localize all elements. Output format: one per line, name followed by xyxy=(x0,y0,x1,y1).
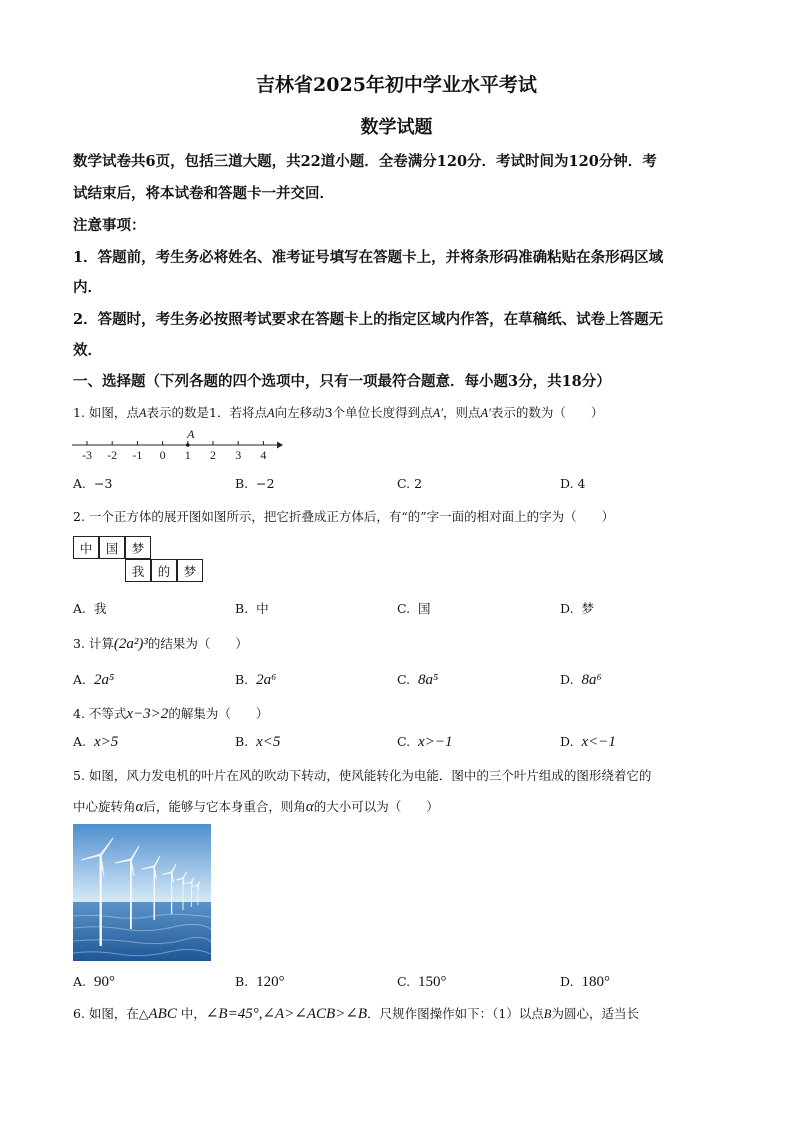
q2-option-a[interactable]: A. 我 xyxy=(73,601,107,616)
q3-stem: 3. 计算(2a²)³的结果为（ ） xyxy=(73,636,248,652)
net-cell: 国 xyxy=(99,536,125,559)
q4-stem: 4. 不等式x−3>2的解集为（ ） xyxy=(73,706,269,722)
q2-stem: 2. 一个正方体的展开图如图所示，把它折叠成正方体后，有“的”字一面的相对面上的字为（ ） xyxy=(73,509,615,524)
q6-expression: ∠B=45°,∠A>∠ACB>∠B xyxy=(205,1006,368,1022)
q2-option-c[interactable]: C. 国 xyxy=(397,601,431,616)
q1-option-c[interactable]: C. 2 xyxy=(397,476,423,491)
number-line-tick-label: -3 xyxy=(82,448,92,462)
number-line-tick-label: 2 xyxy=(210,448,216,462)
q3-expression: (2a²)³ xyxy=(113,636,148,652)
q3-option-d[interactable]: D. 8a⁶ xyxy=(560,672,602,688)
q1-option-b[interactable]: B. −2 xyxy=(235,476,275,491)
section-1-heading: 一、选择题（下列各题的四个选项中，只有一项最符合题意．每小题3分，共18分） xyxy=(73,373,611,390)
number-line-tick-label: -1 xyxy=(132,448,143,462)
q1-option-d[interactable]: D. 4 xyxy=(560,476,586,491)
wind-turbine-photo xyxy=(73,824,211,961)
intro-line-2: 试结束后，将本试卷和答题卡一并交回． xyxy=(73,185,334,202)
q3-option-b[interactable]: B. 2a⁶ xyxy=(235,672,277,688)
q5-option-c[interactable]: C. 150° xyxy=(397,974,447,990)
point-a-label: A xyxy=(187,427,195,441)
number-line-tick-label: 1 xyxy=(184,448,191,462)
note-1-line-2: 内． xyxy=(73,279,102,296)
exam-title: 吉林省2025年初中学业水平考试 xyxy=(256,74,537,96)
exam-subtitle: 数学试题 xyxy=(360,117,433,138)
q5-line-1: 5. 如图，风力发电机的叶片在风的吹动下转动，使风能转化为电能．图中的三个叶片组成的图形绕着它的 xyxy=(73,768,652,783)
intro-line-1: 数学试卷共6页，包括三道大题，共22道小题．全卷满分120分．考试时间为120分钟．考 xyxy=(73,153,657,170)
point-a-marker xyxy=(186,443,190,447)
note-2-line-2: 效． xyxy=(73,342,102,359)
number-line-tick-label: 0 xyxy=(159,448,166,462)
q2-option-b[interactable]: B. 中 xyxy=(235,601,269,616)
q6-stem: 6. 如图，在△ABC 中，∠B=45°,∠A>∠ACB>∠B．尺规作图操作如下：（1）以点B为圆心，适当长 xyxy=(73,1006,639,1022)
q4-expression: x−3>2 xyxy=(126,706,169,722)
net-cell: 梦 xyxy=(177,559,203,582)
net-cell: 中 xyxy=(73,536,99,559)
net-cell: 我 xyxy=(125,559,151,582)
q5-option-d[interactable]: D. 180° xyxy=(560,974,611,990)
net-cell: 的 xyxy=(151,559,177,582)
number-line xyxy=(70,425,285,465)
note-1-line-1: 1．答题前，考生务必将姓名、准考证号填写在答题卡上，并将条形码准确粘贴在条形码区域 xyxy=(73,249,664,266)
q5-option-a[interactable]: A. 90° xyxy=(73,974,115,990)
q1-option-a[interactable]: A. −3 xyxy=(73,476,113,491)
q2-option-d[interactable]: D. 梦 xyxy=(560,601,595,616)
q4-option-d[interactable]: D. x<−1 xyxy=(560,734,616,750)
number-line-tick-label: -2 xyxy=(107,448,118,462)
number-line-arrow xyxy=(277,442,283,449)
q3-option-c[interactable]: C. 8a⁵ xyxy=(397,672,439,688)
number-line-tick-label: 4 xyxy=(260,448,267,462)
q1-stem: 1. 如图，点A表示的数是1．若将点A向左移动3个单位长度得到点A′，则点A′表示的数为（ ） xyxy=(73,405,604,420)
q5-option-b[interactable]: B. 120° xyxy=(235,974,285,990)
q4-option-c[interactable]: C. x>−1 xyxy=(397,734,453,750)
q3-option-a[interactable]: A. 2a⁵ xyxy=(73,672,115,688)
number-line-tick-label: 3 xyxy=(235,448,242,462)
notice-heading: 注意事项： xyxy=(73,217,146,234)
q4-option-b[interactable]: B. x<5 xyxy=(235,734,281,750)
note-2-line-1: 2．答题时，考生务必按照考试要求在答题卡上的指定区域内作答，在草稿纸、试卷上答题无 xyxy=(73,311,664,328)
q5-line-2: 中心旋转角α后，能够与它本身重合，则角α的大小可以为（ ） xyxy=(73,799,439,815)
q4-option-a[interactable]: A. x>5 xyxy=(73,734,119,750)
net-cell: 梦 xyxy=(125,536,151,559)
